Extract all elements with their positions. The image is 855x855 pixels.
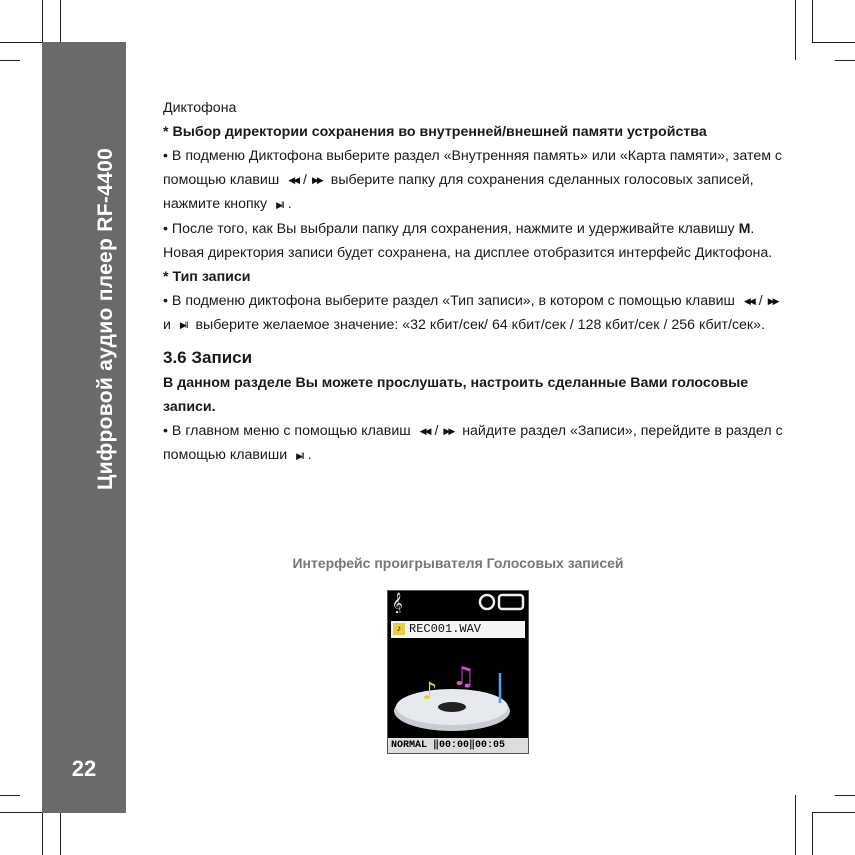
crop-mark [795,795,796,855]
repeat-icon [480,595,494,609]
paragraph-bullet-1: • В подменю Диктофона выберите раздел «Внутренняя память» или «Карта памяти», затем с помощью клавиш ◀◀ / ▶▶ выберите папку для сохранения сделанных голосовых записей, нажмите кнопку ▶‖ . [163,144,783,217]
music-note-icon: 𝄞 [392,593,403,613]
play-pause-key-icon: ▶‖ [179,320,187,330]
crop-mark [0,42,42,43]
crop-mark [795,0,796,60]
section-heading: 3.6 Записи [163,348,253,367]
prev-key-icon: ◀◀ [288,175,299,186]
play-pause-key-icon: ▶‖ [296,450,303,461]
crop-mark [835,60,855,61]
screen-playback-bar: NORMAL ‖00:00‖00:05 [388,738,529,753]
figure-caption: Интерфейс проигрывателя Голосовых записей [292,555,624,571]
next-key-icon: ▶▶ [443,426,454,437]
next-key-icon: ▶▶ [312,175,322,186]
play-pause-key-icon: ▶‖ [276,199,283,210]
prev-key-icon: ◀◀ [419,426,430,437]
prev-key-icon: ◀◀ [743,295,754,306]
crop-mark [42,0,43,42]
audio-file-icon: ♪ [393,623,405,635]
crop-mark [42,812,43,855]
paragraph-bullet-2: • После того, как Вы выбрали папку для сохранения, нажмите и удерживайте клавишу M. Новая директория записи будет сохранена, на дисплее отобразится интерфейс Диктофона. [163,220,773,261]
page-number: 22 [71,756,97,781]
crop-mark [0,795,20,796]
crop-mark [0,60,20,61]
crop-mark [835,795,855,796]
screen-status-bar [388,591,528,613]
crop-mark [812,812,855,813]
player-screen [387,590,529,754]
crop-mark [812,42,855,43]
sidebar-title-text: Цифровой аудио плеер RF-4400 [94,147,117,490]
subheading-directory: * Выбор директории сохранения во внутренней/внешней памяти устройства [163,124,707,140]
crop-mark [812,812,813,855]
next-key-icon: ▶▶ [767,295,778,306]
battery-icon [499,595,523,609]
screen-filename: REC001.WAV [409,622,482,636]
disc-illustration [388,641,528,736]
crop-mark [812,0,813,42]
paragraph-bullet-4: • В главном меню с помощью клавиш ◀◀ / ▶▶ найдите раздел «Записи», перейдите в раздел с помощью клавиши ▶‖ . [163,419,783,468]
pink-note-icon: ♫ [452,662,476,692]
crop-mark [0,812,42,813]
subheading-record-type: * Тип записи [163,268,251,285]
paragraph-bullet-3: • В подменю диктофона выберите раздел «Тип записи», в котором с помощью клавиш ◀◀ / ▶▶ и ▶‖ выберите желаемое значение: «32 кбит/сек/ 64 кбит/сек / 128 кбит/сек / 256 кбит/сек». [163,289,783,338]
yellow-note-icon: ♪ [422,677,438,705]
section-intro: В данном разделе Вы можете прослушать, настроить сделанные Вами голосовые записи. [163,375,749,415]
page-content [163,96,783,468]
screen-file-row [391,621,525,638]
section-label: Диктофона [163,100,237,116]
